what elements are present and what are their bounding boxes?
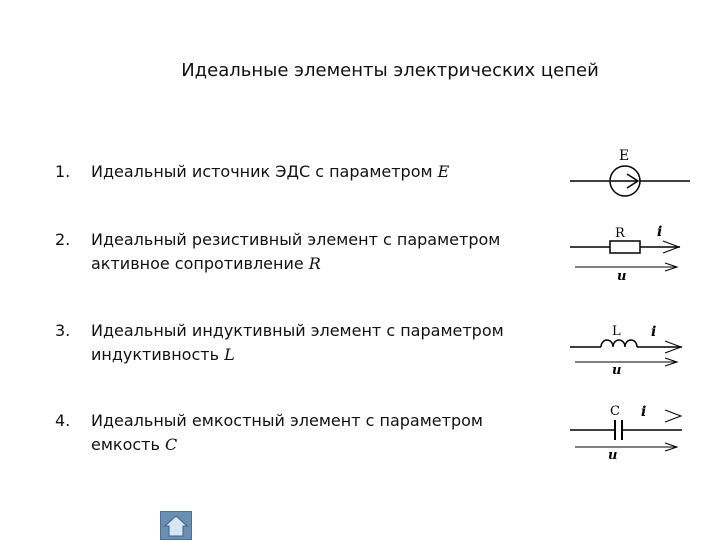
inductor-diagram <box>565 322 695 377</box>
list-number: 4. <box>55 411 71 430</box>
resistor-diagram <box>565 222 695 282</box>
capacitor-label: C <box>610 404 620 419</box>
item-parameter: L <box>224 345 235 364</box>
list-text <box>91 160 555 184</box>
item-description: Идеальный источник ЭДС с параметром <box>91 162 438 181</box>
voltage-label: u <box>612 363 622 377</box>
home-icon <box>161 512 191 539</box>
home-button[interactable] <box>160 511 192 540</box>
list-text <box>91 228 555 276</box>
item-description: Идеальный емкостный элемент с параметром емкость <box>91 411 483 454</box>
emf-label: E <box>619 148 630 164</box>
item-parameter: C <box>165 435 178 454</box>
list-item-inductor <box>55 319 555 367</box>
slide-title: Идеальные элементы электрических цепей <box>181 60 599 81</box>
item-parameter: E <box>437 162 450 181</box>
current-label: i <box>641 404 647 420</box>
voltage-label: u <box>617 269 627 282</box>
list-text <box>91 409 555 457</box>
current-label: i <box>651 324 657 340</box>
list-item-capacitor <box>55 409 555 457</box>
list-number: 1. <box>55 162 71 181</box>
inductor-coil <box>601 340 637 347</box>
item-description: Идеальный резистивный элемент с параметром активное сопротивление <box>91 230 501 273</box>
list-number: 3. <box>55 321 71 340</box>
inductor-label: L <box>612 324 621 339</box>
list-number: 2. <box>55 230 71 249</box>
voltage-label: u <box>608 448 618 462</box>
item-parameter: R <box>308 254 321 273</box>
resistor-label: R <box>615 226 625 241</box>
list-text <box>91 319 555 367</box>
list-item-emf-source <box>55 160 555 184</box>
capacitor-diagram <box>565 402 695 462</box>
list-item-resistor <box>55 228 555 276</box>
current-arrow <box>665 410 681 422</box>
current-label: i <box>657 224 663 240</box>
resistor-body <box>610 241 640 253</box>
emf-source-diagram <box>565 145 695 200</box>
item-description: Идеальный индуктивный элемент с параметром индуктивность <box>91 321 504 364</box>
